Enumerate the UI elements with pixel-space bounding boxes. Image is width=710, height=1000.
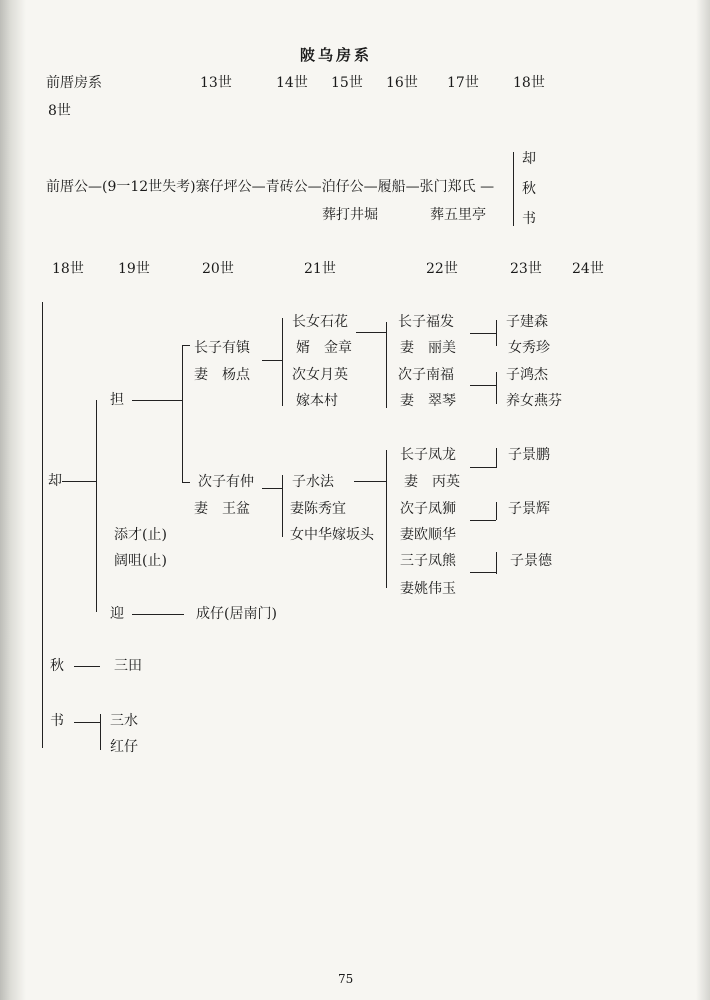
bracket-shu [100, 714, 101, 750]
gen-row-19: 19世 [118, 261, 150, 277]
node-chengzai: 成仔(居南门) [196, 606, 277, 622]
node-b2-c1: 子水法 [292, 474, 334, 490]
node-g22-3: 次子南福 [398, 367, 454, 383]
chain-son-shu: 书 [522, 211, 536, 227]
bracket-que [96, 400, 97, 612]
node-b2-c3: 女中华嫁坂头 [290, 527, 374, 543]
node-g23-2: 女秀珍 [508, 340, 550, 356]
bracket-g23-6 [496, 502, 497, 520]
node-que: 却 [48, 473, 62, 489]
burial-note-2: 葬五里亭 [430, 207, 486, 223]
gen-row-23: 23世 [510, 261, 542, 277]
line-g22-7 [470, 520, 496, 521]
node-b1-son: 长子有镇 [194, 340, 250, 356]
gen-14: 14世 [276, 75, 308, 91]
bracket-b2 [282, 475, 283, 537]
line-g22-1 [470, 333, 496, 334]
node-b1-c2: 婿 金章 [296, 340, 352, 356]
node-g23-3: 子鸿杰 [506, 367, 548, 383]
gen-row-21: 21世 [304, 261, 336, 277]
node-g23-7: 子景德 [510, 553, 552, 569]
node-g22-6: 妻 丙英 [404, 474, 460, 490]
node-sanshui: 三水 [110, 713, 138, 729]
node-b1-c4: 嫁本村 [296, 393, 338, 409]
node-qiu: 秋 [50, 658, 64, 674]
node-b2-wife: 妻 王盆 [194, 501, 250, 517]
bracket-b1 [282, 318, 283, 406]
gen-row-24: 24世 [572, 261, 604, 277]
node-g23-4: 养女燕芬 [506, 393, 562, 409]
gen-16: 16世 [386, 75, 418, 91]
node-g22-1: 长子福发 [398, 314, 454, 330]
line-b1 [262, 360, 282, 361]
page-title: 陂乌房系 [300, 46, 373, 64]
gen-row-22: 22世 [426, 261, 458, 277]
scan-edge-right [696, 0, 710, 1000]
line-dan [132, 400, 182, 401]
node-g23-6: 子景辉 [508, 501, 550, 517]
node-g22-8: 妻欧顺华 [400, 527, 456, 543]
node-b1-c3: 次女月英 [292, 367, 348, 383]
page-number: 75 [338, 972, 354, 986]
gen-15: 15世 [331, 75, 363, 91]
burial-note-1: 葬打井堀 [322, 207, 378, 223]
line-qiu [74, 666, 100, 667]
bracket-g23-5 [496, 448, 497, 468]
line-b2 [262, 488, 282, 489]
bracket-g23-1 [496, 320, 497, 346]
node-g22-4: 妻 翠琴 [400, 393, 456, 409]
node-b1-c1: 长女石花 [292, 314, 348, 330]
node-b1-wife: 妻 杨点 [194, 367, 250, 383]
node-b2-c2: 妻陈秀宜 [290, 501, 346, 517]
chain-son-qiu: 秋 [522, 181, 536, 197]
tick-b2 [182, 482, 190, 483]
gen-row-18: 18世 [52, 261, 84, 277]
bracket-dan [182, 345, 183, 482]
bracket-g23-7 [496, 552, 497, 574]
node-g22-2: 妻 丽美 [400, 340, 456, 356]
line-g21-1 [356, 332, 386, 333]
node-g22-7: 次子凤狮 [400, 501, 456, 517]
tick-b1 [182, 345, 190, 346]
node-g23-1: 子建森 [506, 314, 548, 330]
gen-13: 13世 [200, 75, 232, 91]
ancestor-chain: 前厝公—(9一12世失考)寨仔坪公—青砖公—泊仔公—履船—张门郑氏 — [46, 179, 495, 195]
bracket-g22-a [386, 322, 387, 408]
bracket-g23-2 [496, 372, 497, 404]
line-g22-9 [470, 572, 496, 573]
node-g22-5: 长子凤龙 [400, 447, 456, 463]
gen-8: 8世 [48, 103, 71, 119]
line-g22-3 [470, 385, 496, 386]
scan-edge-left [0, 0, 26, 1000]
node-g22-10: 妻姚伟玉 [400, 581, 456, 597]
node-g23-5: 子景鹏 [508, 447, 550, 463]
line-ying [132, 614, 184, 615]
chain-bracket [513, 152, 514, 226]
line-shu [74, 722, 100, 723]
node-hongzai: 红仔 [110, 739, 138, 755]
node-g22-9: 三子凤熊 [400, 553, 456, 569]
node-tiancai: 添才(止) [114, 527, 167, 543]
node-kuoli: 阔咀(止) [114, 553, 167, 569]
tree-trunk [42, 302, 43, 748]
node-shu: 书 [50, 713, 64, 729]
line-g22-5 [470, 467, 496, 468]
bracket-g22-b [386, 450, 387, 588]
gen-17: 17世 [447, 75, 479, 91]
chain-son-que: 却 [522, 151, 536, 167]
node-b2-son: 次子有仲 [198, 474, 254, 490]
node-santian: 三田 [114, 658, 142, 674]
header-left-label: 前厝房系 [46, 75, 102, 91]
line-que [62, 481, 96, 482]
gen-18: 18世 [513, 75, 545, 91]
node-ying: 迎 [110, 606, 124, 622]
line-g21-5 [354, 481, 386, 482]
node-dan: 担 [110, 392, 124, 408]
gen-row-20: 20世 [202, 261, 234, 277]
